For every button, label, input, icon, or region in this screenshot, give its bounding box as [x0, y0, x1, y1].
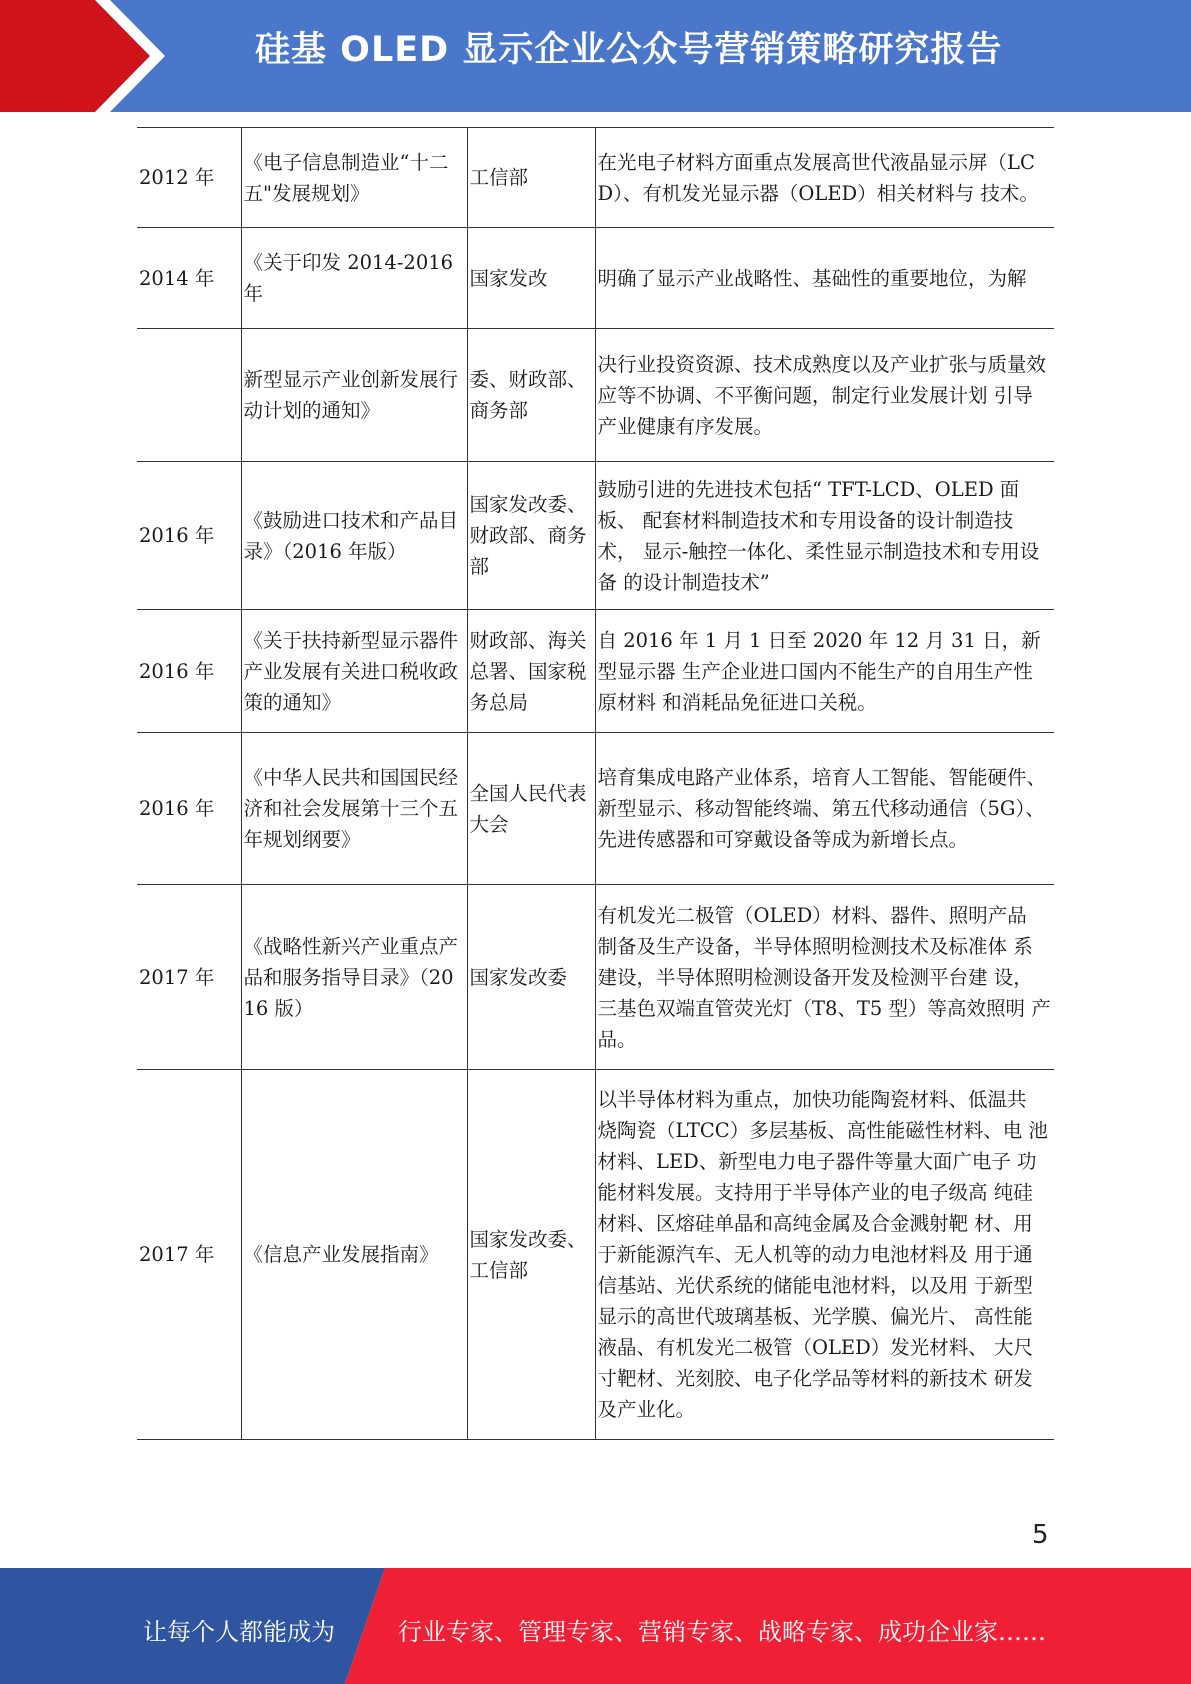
table-row: [137, 885, 1054, 1070]
department-cell: 国家发改委: [467, 885, 595, 1070]
document-cell: 《关于扶持新型显示器件产业发展有关进口税收政策的通知》: [241, 610, 467, 733]
document-cell: 《关于印发 2014-2016 年: [241, 228, 467, 329]
content-cell: 有机发光二极管（OLED）材料、器件、照明产品 制备及生产设备，半导体照明检测技术及标准体 系建设，半导体照明检测设备开发及检测平台建 设，三基色双端直管荧光灯（T8、T5 型）等高效照明 产品。: [595, 885, 1054, 1070]
department-cell: 工信部: [467, 128, 595, 228]
department-cell: 国家发改: [467, 228, 595, 329]
content-cell: 明确了显示产业战略性、基础性的重要地位，为解: [595, 228, 1054, 329]
table-row: [137, 228, 1054, 329]
document-cell: 《鼓励进口技术和产品目录》（2016 年版）: [241, 462, 467, 610]
year-cell: 2014 年: [137, 228, 241, 329]
document-cell: 《中华人民共和国国民经济和社会发展第十三个五年规划纲要》: [241, 733, 467, 885]
department-cell: 国家发改委、工信部: [467, 1070, 595, 1440]
department-cell: 财政部、海关总署、国家税务总局: [467, 610, 595, 733]
page-number: 5: [1032, 1520, 1049, 1550]
table-row: [137, 610, 1054, 733]
content-cell: 在光电子材料方面重点发展高世代液晶显示屏（LCD）、有机发光显示器（OLED）相关材料与 技术。: [595, 128, 1054, 228]
document-cell: 新型显示产业创新发展行动计划的通知》: [241, 329, 467, 462]
footer-slogan-right: 行业专家、管理专家、营销专家、战略专家、成功企业家……: [398, 1618, 1046, 1646]
year-cell: 2017 年: [137, 885, 241, 1070]
content-cell: 以半导体材料为重点，加快功能陶瓷材料、低温共 烧陶瓷（LTCC）多层基板、高性能磁性材料、电 池材料、LED、新型电力电子器件等量大面广电子 功能材料发展。支持用于半导体产业的电子级高 纯硅材料、区熔硅单晶和高纯金属及合金溅射靶 材、用于新能源汽车、无人机等的动力电池材料及 用于通信基站、光伏系统的储能电池材料，以及用 于新型显示的高世代玻璃基板、光学膜、偏光片、 高性能液晶、有机发光二极管（OLED）发光材料、 大尺寸靶材、光刻胶、电子化学品等材料的新技术 研发及产业化。: [595, 1070, 1054, 1440]
year-cell: 2016 年: [137, 462, 241, 610]
table-row: [137, 462, 1054, 610]
department-cell: 委、财政部、商务部: [467, 329, 595, 462]
table-row: [137, 128, 1054, 228]
policy-table: [137, 127, 1054, 1440]
content-cell: 鼓励引进的先进技术包括“ TFT-LCD、OLED 面板、 配套材料制造技术和专用设备的设计制造技术， 显示-触控一体化、柔性显示制造技术和专用设备 的设计制造技术”: [595, 462, 1054, 610]
content-cell: 培育集成电路产业体系，培育人工智能、智能硬件、新型显示、移动智能终端、第五代移动通信（5G）、先进传感器和可穿戴设备等成为新增长点。: [595, 733, 1054, 885]
table-row: [137, 1070, 1054, 1440]
footer-banner: [0, 1568, 1191, 1684]
table-row: [137, 733, 1054, 885]
table-row: [137, 329, 1054, 462]
year-cell: 2016 年: [137, 610, 241, 733]
year-cell: 2012 年: [137, 128, 241, 228]
report-title: 硅基 OLED 显示企业公众号营销策略研究报告: [255, 30, 1003, 70]
year-cell: 2017 年: [137, 1070, 241, 1440]
content-cell: 自 2016 年 1 月 1 日至 2020 年 12 月 31 日，新型显示器 生产企业进口国内不能生产的自用生产性原材料 和消耗品免征进口关税。: [595, 610, 1054, 733]
content-cell: 决行业投资资源、技术成熟度以及产业扩张与质量效应等不协调、不平衡问题，制定行业发展计划 引导产业健康有序发展。: [595, 329, 1054, 462]
footer-slogan-left: 让每个人都能成为: [143, 1618, 335, 1646]
department-cell: 国家发改委、财政部、商务部: [467, 462, 595, 610]
department-cell: 全国人民代表大会: [467, 733, 595, 885]
document-cell: 《信息产业发展指南》: [241, 1070, 467, 1440]
year-cell: [137, 329, 241, 462]
document-cell: 《电子信息制造业“十二五"发展规划》: [241, 128, 467, 228]
header-banner: [0, 0, 1191, 112]
document-cell: 《战略性新兴产业重点产品和服务指导目录》（2016 版）: [241, 885, 467, 1070]
year-cell: 2016 年: [137, 733, 241, 885]
